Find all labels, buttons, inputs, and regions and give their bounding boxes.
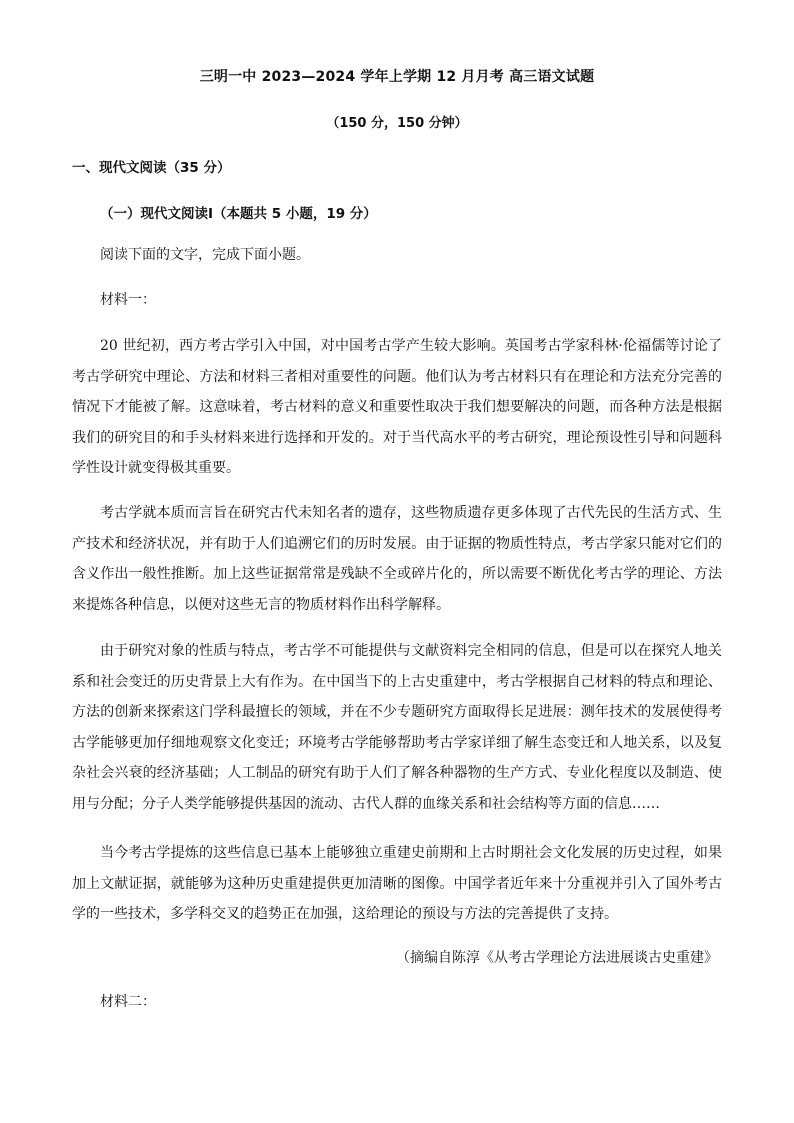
exam-score-time: （150 分，150 分钟） <box>326 116 468 131</box>
section-heading: 一、现代文阅读（35 分） <box>72 160 231 176</box>
paragraph-1: 20 世纪初，西方考古学引入中国，对中国考古学产生较大影响。英国考古学家科林·伦福儒等讨论了考古学研究中理论、方法和材料三者相对重要性的问题。他们认为考古材料只有在理论和方法充分完善的情况下才能被了解。这意味着，考古材料的意义和重要性取决于我们想要解决的问题，而各种方法是根据我们的研究目的和手头材料来进行选择和开发的。对于当代高水平的考古研究，理论预设性引导和问题科学性设计就变得极其重要。 <box>72 338 722 476</box>
reading-instruction: 阅读下面的文字，完成下面小题。 <box>100 247 310 263</box>
material-two-label: 材料二： <box>100 994 156 1010</box>
material-one-label: 材料一： <box>100 292 156 308</box>
exam-title: 三明一中 2023—2024 学年上学期 12 月月考 高三语文试题 <box>199 69 595 85</box>
paragraph-4: 当今考古学提炼的这些信息已基本上能够独立重建史前期和上古时期社会文化发展的历史过程，如果加上文献证据，就能够为这种历史重建提供更加清晰的图像。中国学者近年来十分重视并引入了国外考古学的一些技术，多学科交叉的趋势正在加强，这给理论的预设与方法的完善提供了支持。 <box>72 845 722 922</box>
paragraph-2: 考古学就本质而言旨在研究古代未知名者的遗存，这些物质遗存更多体现了古代先民的生活方式、生产技术和经济状况，并有助于人们追溯它们的历时发展。由于证据的物质性特点，考古学家只能对它们的含义作出一般性推断。加上这些证据常常是残缺不全或碎片化的，所以需要不断优化考古学的理论、方法来提炼各种信息，以便对这些无言的物质材料作出科学解释。 <box>72 505 722 613</box>
paragraph-3: 由于研究对象的性质与特点，考古学不可能提供与文献资料完全相同的信息，但是可以在探究人地关系和社会变迁的历史背景上大有作为。在中国当下的上古史重建中，考古学根据自己材料的特点和理论、方法的创新来探索这门学科最擅长的领域，并在不少专题研究方面取得长足进展：测年技术的发展使得考古学能够更加仔细地观察文化变迁；环境考古学能够帮助考古学家详细了解生态变迁和人地关系，以及复杂社会兴衰的经济基础；人工制品的研究有助于人们了解各种器物的生产方式、专业化程度以及制造、使用与分配；分子人类学能够提供基因的流动、古代人群的血缘关系和社会结构等方面的信息…… <box>72 643 722 812</box>
subsection-heading: （一）现代文阅读Ⅰ（本题共 5 小题，19 分） <box>100 206 377 222</box>
source-citation: （摘编自陈淳《从考古学理论方法进展谈古史重建》 <box>396 950 718 966</box>
